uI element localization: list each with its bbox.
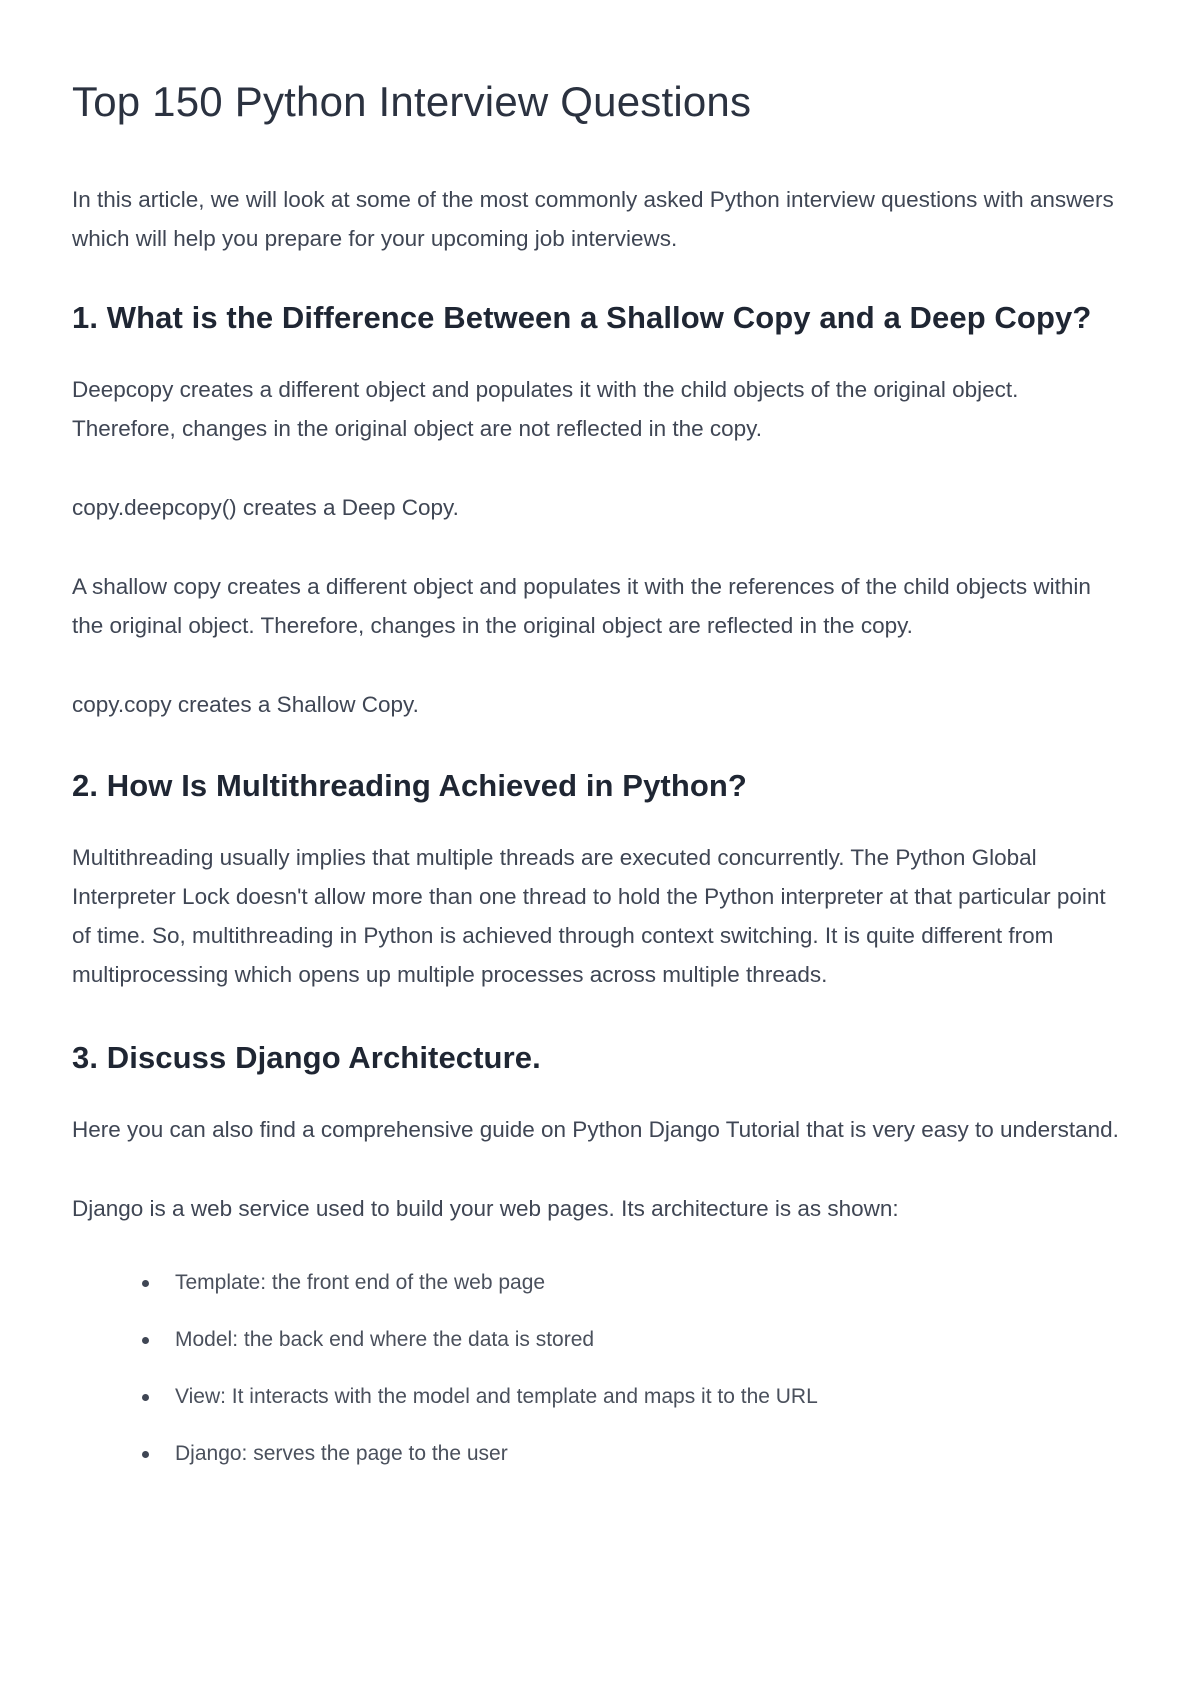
shallow-copy-paragraph: A shallow copy creates a different object and populates it with the references of the child objects within the original object. Therefore, changes in the original object are reflected in the copy.: [72, 574, 1091, 638]
bullet-icon: [142, 1280, 149, 1287]
bullet-icon: [142, 1394, 149, 1401]
deepcopy-paragraph: Deepcopy creates a different object and populates it with the child objects of the original object. Therefore, changes in the original object are not reflected in the copy.: [72, 377, 1019, 441]
question-3-heading: 3. Discuss Django Architecture.: [72, 1040, 541, 1075]
question-1-heading: 1. What is the Difference Between a Shallow Copy and a Deep Copy?: [72, 300, 1092, 335]
list-item: [175, 1382, 1128, 1412]
bullet-icon: [142, 1337, 149, 1344]
shallow-copy-function-paragraph: copy.copy creates a Shallow Copy.: [72, 692, 419, 717]
intro-paragraph: In this article, we will look at some of the most commonly asked Python interview questions with answers which will help you prepare for your upcoming job interviews.: [72, 187, 1114, 251]
multithreading-paragraph: Multithreading usually implies that multiple threads are executed concurrently. The Python Global Interpreter Lock doesn't allow more than one thread to hold the Python interpreter at that particular point of time. So, multithreading in Python is achieved through context switching. It is quite different from multiprocessing which opens up multiple processes across multiple threads.: [72, 845, 1106, 987]
list-item: [175, 1325, 1128, 1355]
django-guide-paragraph: Here you can also find a comprehensive guide on Python Django Tutorial that is very easy to understand.: [72, 1117, 1119, 1142]
list-item-text: Template: the front end of the web page: [175, 1271, 546, 1294]
list-item: [175, 1268, 1128, 1298]
list-item-text: Model: the back end where the data is stored: [175, 1328, 595, 1351]
deepcopy-function-paragraph: copy.deepcopy() creates a Deep Copy.: [72, 495, 459, 520]
page-title: Top 150 Python Interview Questions: [72, 78, 752, 125]
list-item-text: View: It interacts with the model and template and maps it to the URL: [175, 1385, 818, 1408]
django-architecture-list: [72, 1268, 1128, 1469]
django-description-paragraph: Django is a web service used to build your web pages. Its architecture is as shown:: [72, 1196, 899, 1221]
list-item-text: Django: serves the page to the user: [175, 1442, 508, 1465]
list-item: [175, 1439, 1128, 1469]
question-2-heading: 2. How Is Multithreading Achieved in Python?: [72, 768, 747, 803]
bullet-icon: [142, 1451, 149, 1458]
